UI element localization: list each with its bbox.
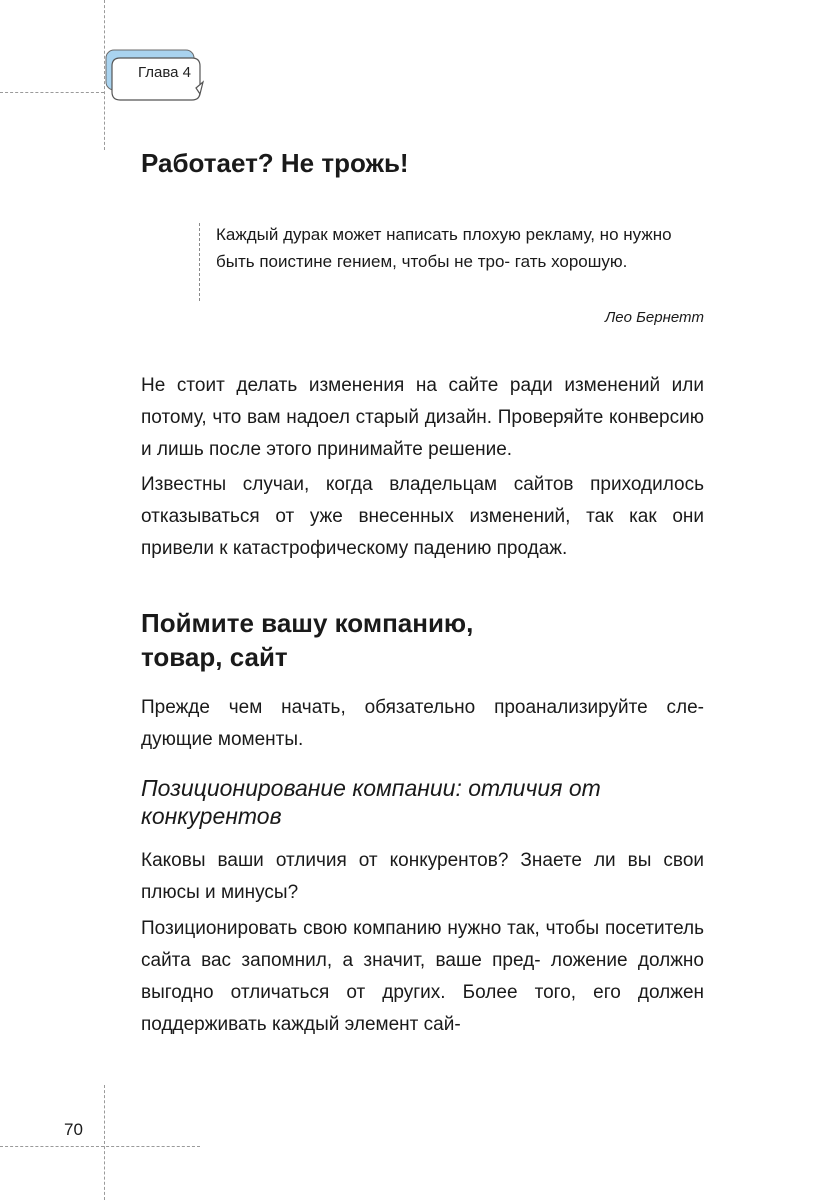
crop-guide-top-horizontal [0, 92, 104, 93]
page-number: 70 [64, 1120, 83, 1139]
subsection-title: Позиционирование компании: отличия от конкурентов [141, 775, 601, 829]
paragraph: Позиционировать свою компанию нужно так, чтобы посетитель сайта вас запомнил, а значит, ваше пред- ложение должно выгодно отличаться от других. Более того, его должен поддерживать каждый элемент сай- [141, 918, 704, 1035]
epigraph-quote: Каждый дурак может написать плохую рекламу, но нужно быть поистине гением, чтобы не тро- гать хорошую. [216, 225, 672, 271]
paragraph: Не стоит делать изменения на сайте ради изменений или потому, что вам надоел старый дизайн. Проверяйте конверсию и лишь после этого принимайте решение. [141, 375, 704, 460]
crop-guide-bottom-horizontal [0, 1146, 200, 1147]
section-title: Работает? Не трожь! [141, 148, 409, 178]
chapter-tab [104, 48, 204, 104]
epigraph-author: Лео Бернетт [604, 309, 704, 326]
paragraph: Каковы ваши отличия от конкурентов? Знаете ли вы свои плюсы и минусы? [141, 850, 704, 903]
crop-guide-bottom [104, 1085, 105, 1200]
section-title: Поймите вашу компанию, товар, сайт [141, 608, 474, 672]
chapter-label: Глава 4 [138, 64, 192, 81]
paragraph: Известны случаи, когда владельцам сайтов приходилось отказываться от уже внесенных изменений, так как они привели к катастрофическому падению продаж. [141, 474, 704, 559]
epigraph-rule [199, 223, 200, 301]
paragraph: Прежде чем начать, обязательно проанализируйте сле- дующие моменты. [141, 697, 704, 750]
